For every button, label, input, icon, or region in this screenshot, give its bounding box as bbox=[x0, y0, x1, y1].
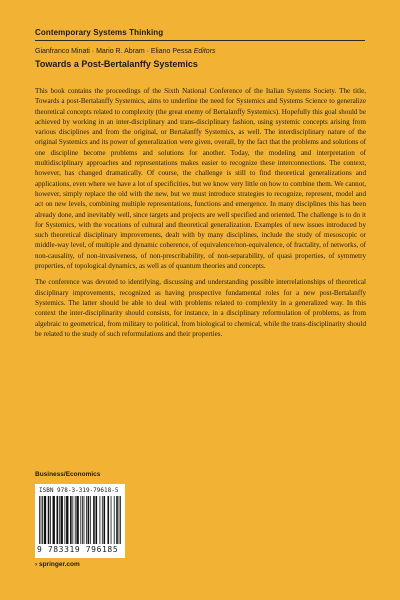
editor-names: Gianfranco Minati · Mario R. Abram · Eliano Pessa bbox=[35, 48, 192, 55]
barcode-bar bbox=[114, 496, 115, 544]
barcode-bar bbox=[93, 496, 95, 544]
barcode-bar bbox=[116, 496, 118, 544]
blurb-paragraph-2: The conference was devoted to identifying, discussing and understanding possible interrelationships of theoretical disciplinary improvements, recognized as having prospective fundamental roles for a new post-Bertalanffy Systemics. The latter should be able to deal with problems related to complexity in a generalized way. In this context the inter-disciplinarity should consists, for instance, in a disciplinary reformulation of problems, as from algebraic to geometrical, from military to political, from biological to chemical, while the trans-disciplinarity should be related to the study of such reformulations and their properties. bbox=[35, 278, 366, 338]
barcode-bar bbox=[100, 496, 101, 544]
barcode-bar bbox=[57, 496, 59, 544]
barcode-block bbox=[35, 484, 125, 558]
book-title: Towards a Post-Bertalanffy Systemics bbox=[35, 59, 198, 69]
barcode-bar bbox=[48, 496, 50, 544]
barcode-bar bbox=[66, 496, 68, 544]
barcode-bar bbox=[72, 496, 73, 544]
barcode-bar bbox=[111, 496, 112, 544]
divider-line bbox=[35, 40, 365, 41]
barcode-bar bbox=[120, 496, 121, 544]
barcode-bar bbox=[80, 496, 81, 544]
barcode-bar bbox=[82, 496, 83, 544]
editors-line bbox=[35, 48, 216, 55]
blurb-paragraph-1: This book contains the proceedings of the Sixth National Conference of the Italian Systems Society. The title, Towards a post-Bertalanffy Systemics, aims to underline the need for Systemics and Systems Science to generalize theoretical concepts related to complexity (the great enemy of Bertalanffy Systemics). Hopefully this goal should be achieved by working in an inter-disciplinary and trans-disciplinary fashion, using systemic concepts arising from various disciplines and from the original, or Bertalanffy Systemics, as well. The interdisciplinary nature of the original Systemics and its power of generalization were given, overall, by the fact that the problems and solutions of one discipline become problems and solutions for another. Today, the modeling and interpretation of multidisciplinary approaches and representations makes easier to recognize these interconnections. The context, however, has changed dramatically. Of course, the challenge is still to find theoretical generalizations and applications, even where we have a lot of specificities, but we know very little on how to combine them. We cannot, however, simply replace the old with the new, but we must introduce strategies to recognize, represent, model and act on new levels, combining multiple representations, functions and emergence. In many disciplines this has been already done, and inevitably well, since targets and projects are well specified and oriented. The challenge is to do it for Systemics, with the vocations of cultural and theoretical generalization. Examples of new issues introduced by such theoretical disciplinary improvements, dealt with by many disciplines, include the study of mesoscopic or middle-way level, of multiple and dynamic coherence, of equivalence/non-equivalence, of fractality, of networks, of non-causality, of non-invasiveness, of non-prescribability, of non-separability, of quasi properties, of symmetry properties, of topological dynamics, as well as of quantum theories and concepts. bbox=[35, 87, 366, 271]
editors-role: Editors bbox=[193, 48, 216, 55]
barcode-bar bbox=[76, 496, 78, 544]
barcode-bar bbox=[42, 496, 43, 544]
barcode-icon bbox=[39, 496, 121, 544]
barcode-bar bbox=[102, 496, 103, 544]
ean-digits: 9 783319 796185 bbox=[37, 545, 119, 554]
barcode-bar bbox=[96, 496, 98, 544]
barcode-bar bbox=[59, 496, 60, 544]
series-title: Contemporary Systems Thinking bbox=[35, 28, 164, 37]
barcode-bar bbox=[90, 496, 91, 544]
barcode-bar bbox=[103, 496, 105, 544]
subject-category: Business/Economics bbox=[35, 471, 101, 478]
barcode-bar bbox=[84, 496, 85, 544]
barcode-bar bbox=[86, 496, 87, 544]
barcode-bar bbox=[53, 496, 55, 544]
barcode-bar bbox=[70, 496, 72, 544]
isbn-text: ISBN 978-3-319-79618-5 bbox=[39, 487, 119, 494]
barcode-bar bbox=[88, 496, 90, 544]
barcode-bar bbox=[107, 496, 109, 544]
blurb bbox=[35, 86, 366, 345]
barcode-bar bbox=[41, 496, 42, 544]
barcode-bar bbox=[44, 496, 46, 544]
barcode-bar bbox=[75, 496, 76, 544]
barcode-bar bbox=[39, 496, 40, 544]
barcode-bar bbox=[119, 496, 120, 544]
publisher-link[interactable]: › springer.com bbox=[35, 561, 80, 568]
barcode-bar bbox=[50, 496, 51, 544]
barcode-bar bbox=[64, 496, 65, 544]
barcode-bar bbox=[61, 496, 63, 544]
